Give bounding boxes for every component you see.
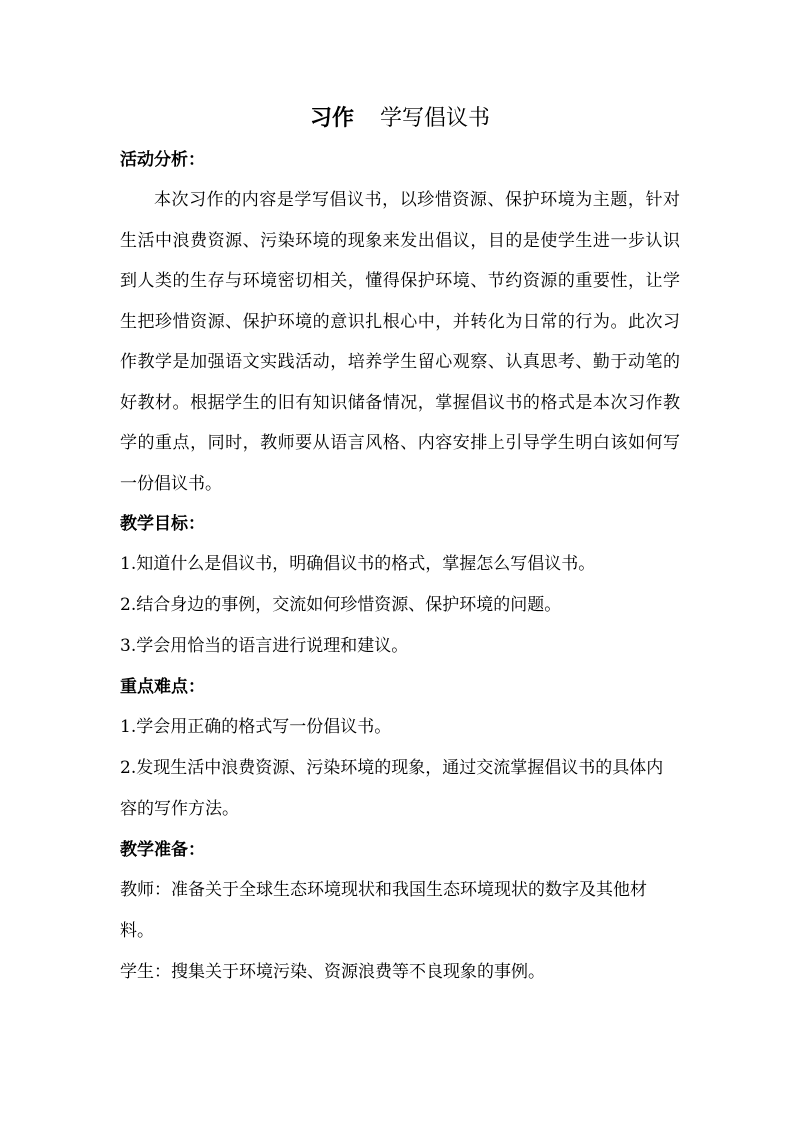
goal-item: 2.结合身边的事例，交流如何珍惜资源、保护环境的问题。 [120, 595, 562, 615]
key-point-item: 2.发现生活中浪费资源、污染环境的现象，通过交流掌握倡议书的具体内容的写作方法。 [120, 758, 664, 819]
preparation-heading: 教学准备： [120, 840, 205, 860]
preparation-item-teacher: 教师：准备关于全球生态环境现状和我国生态环境现状的数字及其他材料。 [120, 880, 647, 941]
key-point-item: 1.学会用正确的格式写一份倡议书。 [120, 717, 392, 737]
analysis-paragraph: 本次习作的内容是学写倡议书，以珍惜资源、保护环境为主题，针对生活中浪费资源、污染环境的现象来发出倡议，目的是使学生进一步认识到人类的生存与环境密切相关，懂得保护环境、节约资源的重要性，让学生把珍惜资源、保护环境的意识扎根心中，并转化为日常的行为。此次习作教学是加强语文实践活动，培养学生留心观察、认真思考、勤于动笔的好教材。根据学生的旧有知识储备情况，掌握倡议书的格式是本次习作教学的重点，同时，教师要从语言风格、内容安排上引导学生明白该如何写一份倡议书。 [120, 190, 680, 494]
goal-item: 1.知道什么是倡议书，明确倡议书的格式，掌握怎么写倡议书。 [120, 554, 596, 574]
key-points-heading: 重点难点： [120, 677, 205, 697]
goals-heading: 教学目标： [120, 514, 205, 534]
title-main: 习作 [309, 105, 354, 131]
document-title [120, 96, 680, 140]
analysis-heading: 活动分析： [120, 150, 205, 170]
title-sub: 学写倡议书 [380, 106, 491, 131]
preparation-item-student: 学生：搜集关于环境污染、资源浪费等不良现象的事例。 [120, 962, 545, 982]
goal-item: 3.学会用恰当的语言进行说理和建议。 [120, 636, 409, 656]
document-content [120, 96, 680, 993]
